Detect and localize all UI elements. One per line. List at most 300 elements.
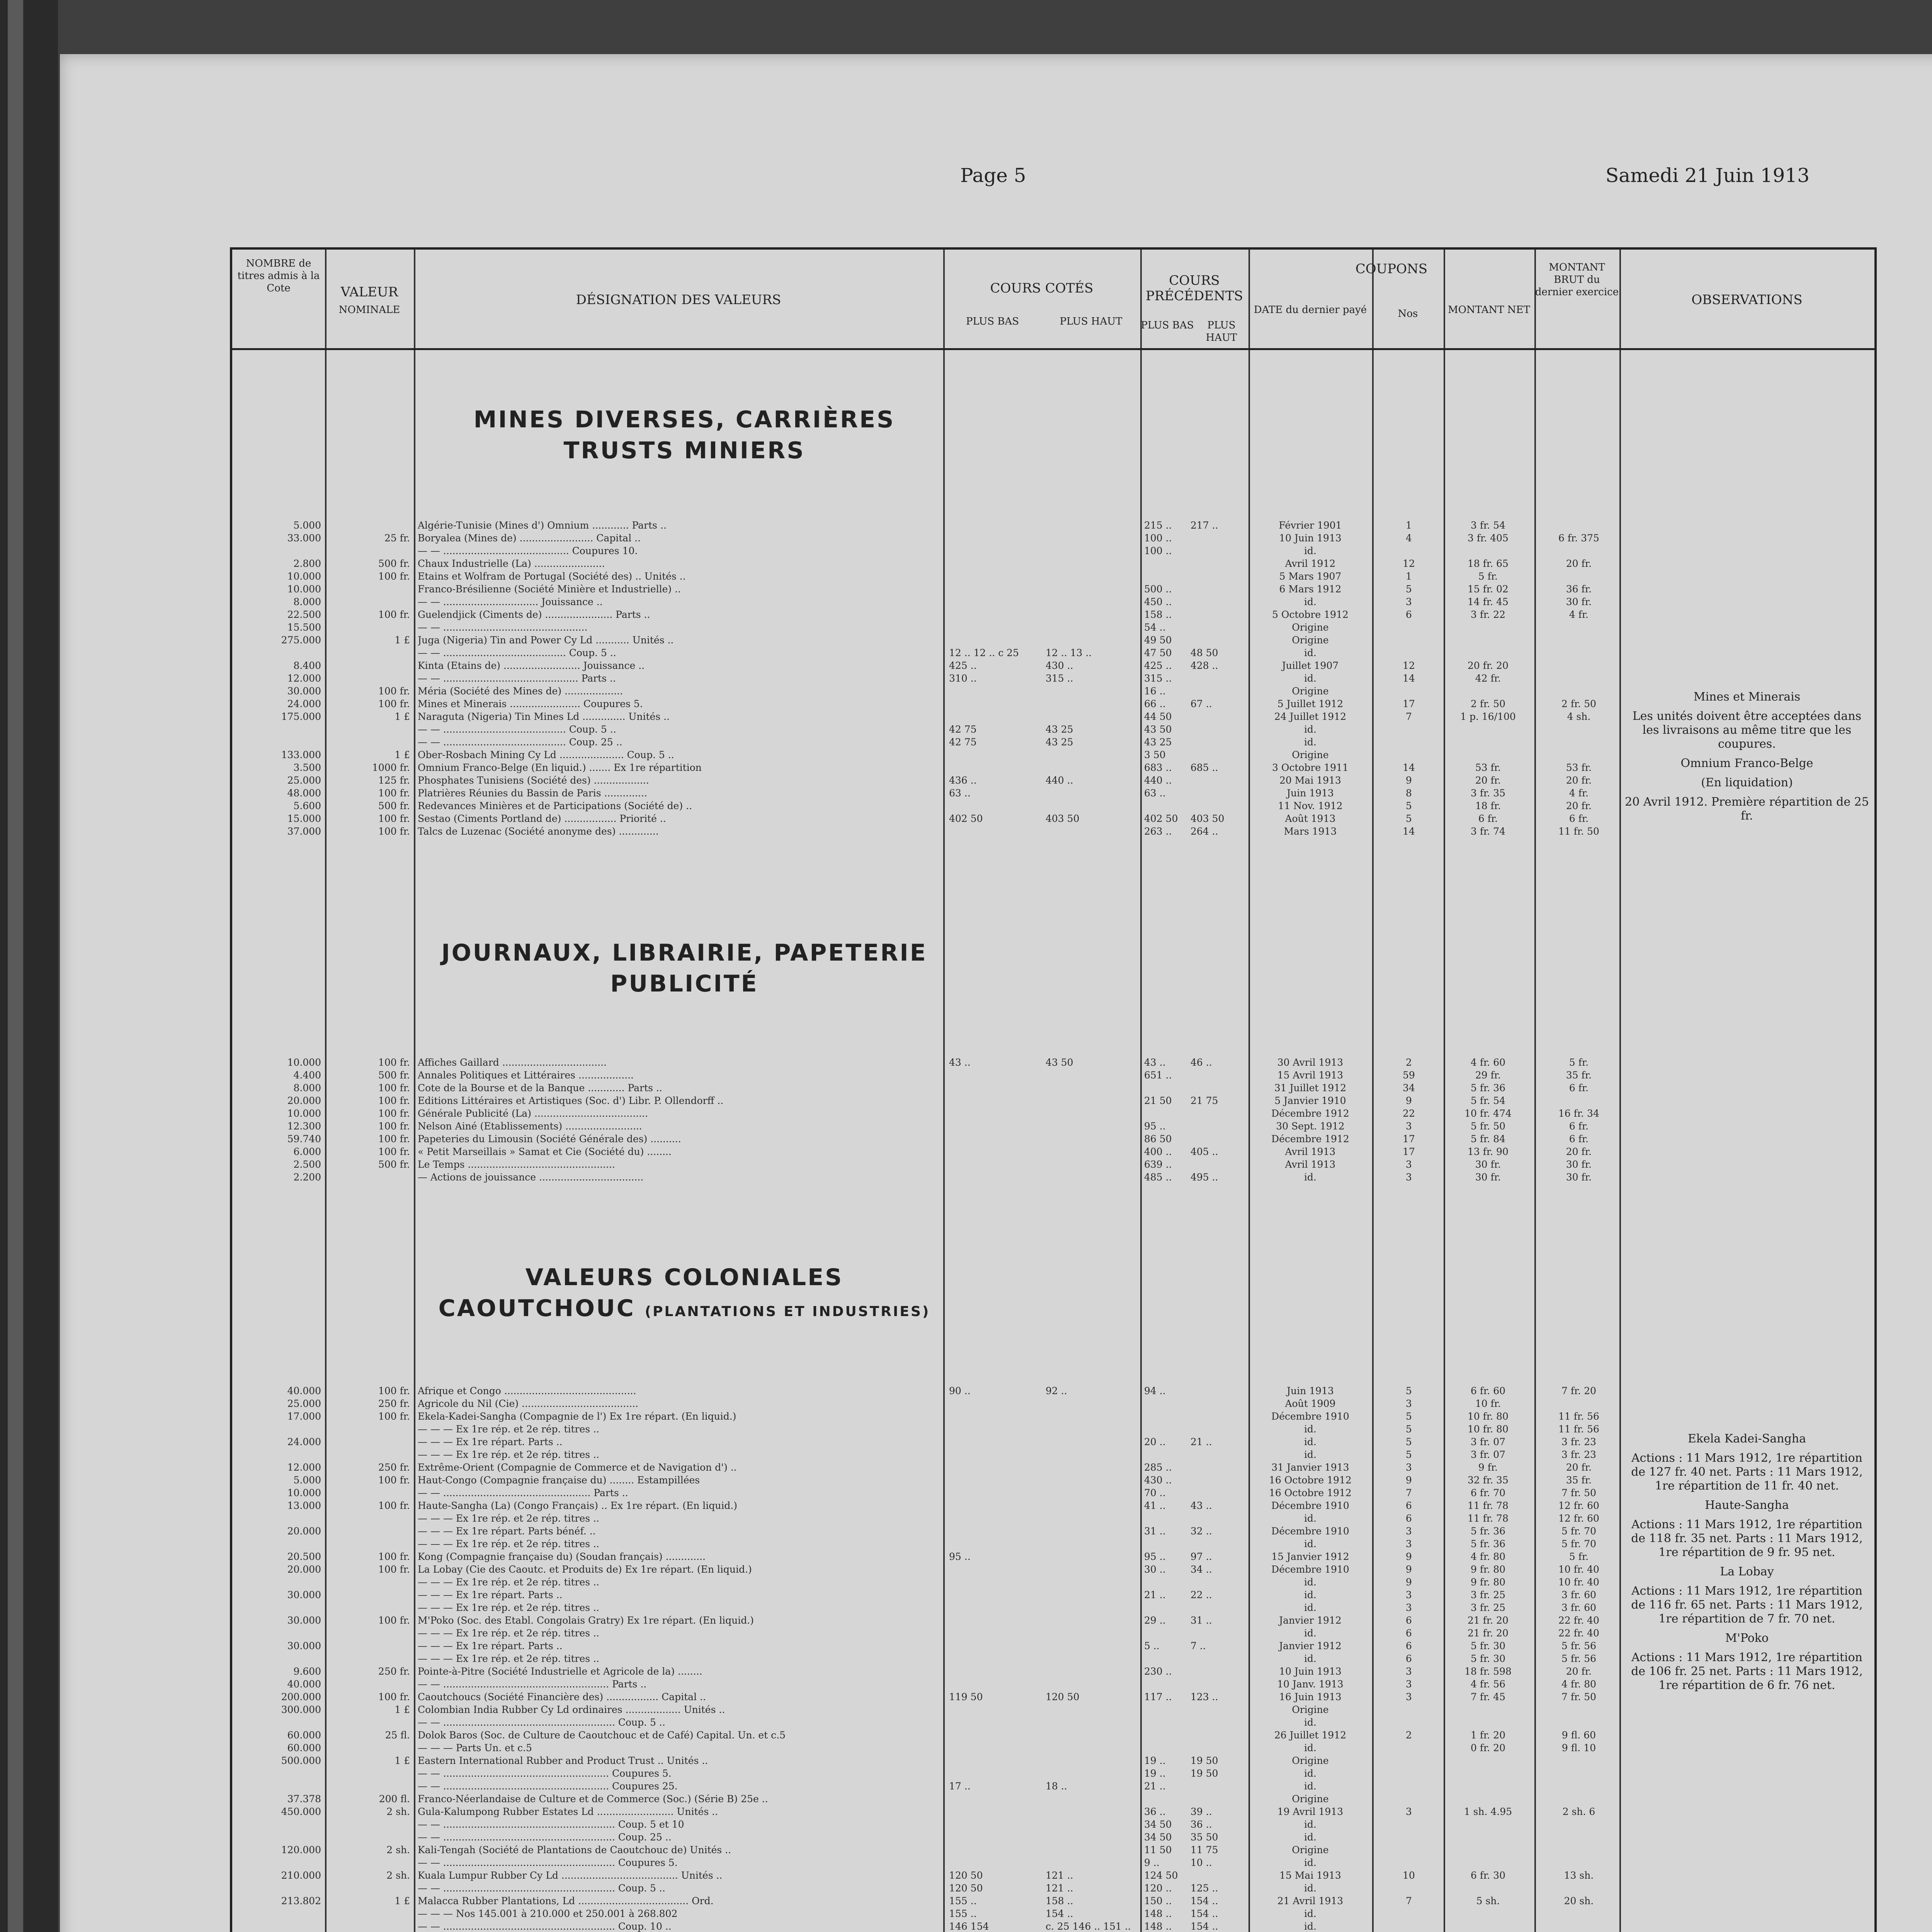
table-row bbox=[232, 558, 1874, 569]
cell-prec-bas: 230 .. bbox=[1144, 1666, 1172, 1677]
cell-valeur: 100 fr. bbox=[378, 1411, 410, 1422]
cell-plus-bas: 63 .. bbox=[949, 787, 971, 799]
cell-date: 15 Avril 1913 bbox=[1277, 1070, 1344, 1081]
cell-prec-haut: 11 75 bbox=[1190, 1844, 1218, 1855]
cell-designation: Sestao (Ciments Portland de) ................. Priorité .. bbox=[418, 813, 666, 824]
cell-valeur: 100 fr. bbox=[378, 1121, 410, 1132]
cell-nombre: 25.000 bbox=[287, 775, 321, 786]
cell-designation: Cote de la Bourse et de la Banque ............ Parts .. bbox=[418, 1083, 662, 1094]
page-number: Page 5 bbox=[960, 164, 1026, 187]
cell-montant-net: 3 fr. 54 bbox=[1470, 520, 1505, 531]
cell-valeur: 100 fr. bbox=[378, 1564, 410, 1575]
cell-designation: Boryalea (Mines de) ........................ Capital .. bbox=[418, 533, 641, 544]
cell-designation: Eastern International Rubber and Product Trust .. Unités .. bbox=[418, 1755, 708, 1766]
cell-montant-net: 5 fr. 54 bbox=[1470, 1095, 1505, 1106]
cell-designation: — — ........................................ Coup. 5 .. bbox=[418, 648, 616, 658]
observation-note: Actions : 11 Mars 1912, 1re répartition de 127 fr. 40 net. Parts : 11 Mars 1912, 1re répartition de 11 fr. 40 net. bbox=[1631, 1451, 1863, 1493]
cell-date: id. bbox=[1304, 1589, 1316, 1600]
cell-date: Origine bbox=[1292, 1755, 1329, 1766]
cell-designation: Nelson Ainé (Etablissements) ......................... bbox=[418, 1121, 642, 1132]
col-head-cours-prec: COURS PRÉCÉDENTS bbox=[1146, 273, 1243, 304]
cell-valeur: 100 fr. bbox=[378, 1082, 410, 1094]
cell-prec-haut: 35 50 bbox=[1190, 1832, 1218, 1843]
cell-date: Décembre 1912 bbox=[1271, 1133, 1349, 1145]
cell-nombre: 48.000 bbox=[287, 787, 321, 799]
cell-nombre: 20.500 bbox=[287, 1551, 321, 1562]
cell-montant-brut: 3 fr. 23 bbox=[1561, 1436, 1596, 1447]
cell-designation: Papeteries du Limousin (Société Générale des) .......... bbox=[418, 1134, 681, 1145]
cell-montant-net: 20 fr. 20 bbox=[1468, 660, 1509, 671]
cell-plus-haut: 121 .. bbox=[1046, 1870, 1073, 1881]
cell-montant-brut: 20 fr. bbox=[1566, 1146, 1592, 1157]
cell-prec-bas: 285 .. bbox=[1144, 1462, 1172, 1473]
cell-date: id. bbox=[1304, 647, 1316, 658]
cell-coupon-no: 14 bbox=[1403, 762, 1415, 773]
cell-montant-net: 6 fr. 60 bbox=[1470, 1385, 1505, 1396]
cell-designation: — — ........................................................ Coup. 25 .. bbox=[418, 1832, 672, 1843]
cell-date: 15 Mai 1913 bbox=[1279, 1870, 1341, 1881]
cell-designation: Pointe-à-Pitre (Société Industrielle et Agricole de la) ........ bbox=[418, 1666, 702, 1677]
cell-montant-net: 3 fr. 35 bbox=[1470, 787, 1505, 799]
cell-nombre: 133.000 bbox=[281, 749, 321, 760]
cell-coupon-no: 17 bbox=[1403, 1146, 1415, 1157]
cell-plus-haut: 430 .. bbox=[1046, 660, 1073, 671]
cell-plus-haut: 403 50 bbox=[1046, 813, 1080, 824]
cell-date: Juin 1913 bbox=[1287, 787, 1334, 799]
cell-date: id. bbox=[1304, 1449, 1316, 1460]
cell-montant-brut: 20 fr. bbox=[1566, 800, 1592, 811]
cell-valeur: 250 fr. bbox=[378, 1666, 410, 1677]
cell-designation: Gula-Kalumpong Rubber Estates Ld ......................... Unités .. bbox=[418, 1806, 718, 1817]
cell-coupon-no: 3 bbox=[1406, 1602, 1412, 1613]
table-row bbox=[232, 520, 1874, 531]
cell-date: 5 Mars 1907 bbox=[1279, 571, 1342, 582]
cell-designation: Algérie-Tunisie (Mines d') Omnium ............ Parts .. bbox=[418, 520, 667, 531]
cell-date: Origine bbox=[1292, 1704, 1329, 1715]
cell-valeur: 100 fr. bbox=[378, 609, 410, 620]
cell-designation: Franco-Néerlandaise de Culture et de Commerce (Soc.) (Série B) 25e .. bbox=[418, 1794, 768, 1804]
table-row bbox=[232, 660, 1874, 671]
cell-prec-bas: 21 .. bbox=[1144, 1781, 1166, 1792]
col-head-designation: DÉSIGNATION DES VALEURS bbox=[576, 292, 781, 308]
cell-prec-bas: 100 .. bbox=[1144, 545, 1172, 556]
cell-date: Origine bbox=[1292, 1844, 1329, 1855]
table-row bbox=[232, 1398, 1874, 1409]
cell-prec-haut: 67 .. bbox=[1190, 698, 1212, 709]
table-row bbox=[232, 1134, 1874, 1145]
cell-montant-net: 9 fr. bbox=[1478, 1462, 1498, 1473]
cell-coupon-no: 3 bbox=[1406, 1589, 1412, 1600]
cell-montant-net: 13 fr. 90 bbox=[1468, 1146, 1509, 1157]
cell-prec-haut: 34 .. bbox=[1190, 1564, 1212, 1575]
cell-prec-bas: 450 .. bbox=[1144, 596, 1172, 607]
cell-nombre: 37.000 bbox=[287, 826, 321, 837]
cell-prec-bas: 31 .. bbox=[1144, 1526, 1166, 1537]
table-row bbox=[232, 1921, 1874, 1932]
col-head-prec-haut: PLUS HAUT bbox=[1206, 320, 1237, 344]
cell-montant-brut: 11 fr. 56 bbox=[1558, 1411, 1599, 1422]
cell-designation: — — — Parts Un. et c.5 bbox=[418, 1743, 532, 1753]
cell-date: 24 Juillet 1912 bbox=[1274, 711, 1347, 722]
cell-valeur: 1 £ bbox=[395, 1755, 410, 1766]
cell-nombre: 60.000 bbox=[287, 1730, 321, 1741]
cell-date: id. bbox=[1304, 1883, 1316, 1894]
cell-designation: — Actions de jouissance .................................. bbox=[418, 1172, 644, 1183]
cell-date: id. bbox=[1304, 1742, 1316, 1753]
cell-designation: — — ........................................................ Coup. 5 .. bbox=[418, 1717, 665, 1728]
cell-prec-bas: 485 .. bbox=[1144, 1172, 1172, 1183]
cell-montant-net: 5 sh. bbox=[1476, 1895, 1500, 1906]
cell-designation: Etains et Wolfram de Portugal (Société des) .. Unités .. bbox=[418, 571, 686, 582]
col-head-montant-brut: MONTANT BRUT du dernier exercice bbox=[1535, 262, 1619, 298]
cell-designation: Affiches Gaillard .................................. bbox=[418, 1057, 607, 1068]
col-head-date: DATE du dernier payé bbox=[1253, 304, 1367, 316]
cell-montant-brut: 22 fr. 40 bbox=[1558, 1615, 1599, 1626]
cell-coupon-no: 6 bbox=[1406, 1653, 1412, 1664]
cell-montant-brut: 4 fr. bbox=[1569, 787, 1589, 799]
cell-montant-brut: 3 fr. 23 bbox=[1561, 1449, 1596, 1460]
cell-plus-bas: 119 50 bbox=[949, 1691, 983, 1702]
cell-prec-haut: 21 75 bbox=[1190, 1095, 1218, 1106]
cell-coupon-no: 12 bbox=[1403, 660, 1415, 671]
cell-montant-net: 4 fr. 56 bbox=[1470, 1679, 1505, 1690]
cell-montant-brut: 10 fr. 40 bbox=[1558, 1564, 1599, 1575]
cell-valeur: 500 fr. bbox=[378, 800, 410, 811]
cell-prec-bas: 44 50 bbox=[1144, 711, 1172, 722]
table-row bbox=[232, 546, 1874, 556]
cell-designation: — — ........................................ Coup. 25 .. bbox=[418, 737, 622, 748]
cell-coupon-no: 1 bbox=[1406, 520, 1412, 531]
cell-designation: Haute-Sangha (La) (Congo Français) .. Ex 1re répart. (En liquid.) bbox=[418, 1500, 738, 1511]
cell-prec-bas: 70 .. bbox=[1144, 1487, 1166, 1498]
cell-valeur: 1 £ bbox=[395, 1704, 410, 1715]
cell-nombre: 12.000 bbox=[287, 673, 321, 684]
cell-montant-net: 4 fr. 60 bbox=[1470, 1057, 1505, 1068]
table-row bbox=[232, 1070, 1874, 1081]
cell-coupon-no: 3 bbox=[1406, 1526, 1412, 1537]
cell-prec-haut: 43 .. bbox=[1190, 1500, 1212, 1511]
table-row bbox=[232, 1908, 1874, 1919]
cell-prec-bas: 86 50 bbox=[1144, 1133, 1172, 1145]
cell-date: Origine bbox=[1292, 685, 1329, 697]
cell-montant-net: 42 fr. bbox=[1475, 673, 1501, 684]
col-head-prec-bas: PLUS BAS bbox=[1141, 320, 1194, 331]
cell-nombre: 450.000 bbox=[281, 1806, 321, 1817]
cell-prec-bas: 43 .. bbox=[1144, 1057, 1166, 1068]
cell-nombre: 13.000 bbox=[287, 1500, 321, 1511]
cell-date: id. bbox=[1304, 1781, 1316, 1792]
cell-prec-bas: 66 .. bbox=[1144, 698, 1166, 709]
cell-prec-bas: 120 .. bbox=[1144, 1883, 1172, 1894]
cell-designation: Franco-Brésilienne (Société Minière et Industrielle) .. bbox=[418, 584, 681, 595]
cell-plus-bas: 310 .. bbox=[949, 673, 977, 684]
cell-designation: Redevances Minières et de Participations (Société de) .. bbox=[418, 801, 692, 811]
cell-montant-net: 5 fr. 30 bbox=[1470, 1640, 1505, 1651]
cell-date: Février 1901 bbox=[1279, 520, 1342, 531]
observation-note: Omnium Franco-Belge bbox=[1680, 757, 1813, 770]
cell-prec-bas: 43 50 bbox=[1144, 724, 1172, 735]
col-head-coupons: COUPONS bbox=[1355, 261, 1428, 277]
cell-designation: Kali-Tengah (Société de Plantations de Caoutchouc de) Unités .. bbox=[418, 1845, 731, 1855]
cell-montant-brut: 9 fl. 10 bbox=[1561, 1742, 1596, 1753]
table-row bbox=[232, 1411, 1874, 1422]
cell-date: id. bbox=[1304, 724, 1316, 735]
cell-valeur: 100 fr. bbox=[378, 1500, 410, 1511]
cell-montant-brut: 11 fr. 50 bbox=[1558, 826, 1599, 837]
table-row bbox=[232, 1172, 1874, 1183]
cell-prec-haut: 123 .. bbox=[1190, 1691, 1218, 1702]
section-title: JOURNAUX, LIBRAIRIE, PAPETERIE bbox=[441, 939, 927, 966]
cell-plus-haut: 158 .. bbox=[1046, 1895, 1073, 1906]
observation-note: Actions : 11 Mars 1912, 1re répartition de 106 fr. 25 net. Parts : 11 Mars 1912, 1re répartition de 6 fr. 76 net. bbox=[1631, 1651, 1863, 1692]
cell-montant-net: 7 fr. 45 bbox=[1470, 1691, 1505, 1702]
cell-valeur: 100 fr. bbox=[378, 1615, 410, 1626]
col-head-valeur: VALEUR bbox=[340, 284, 398, 300]
quotation-table bbox=[230, 247, 1877, 1932]
cell-designation: — — ........................................................ Coup. 5 et 10 bbox=[418, 1819, 684, 1830]
cell-designation: « Petit Marseillais » Samat et Cie (Société du) ........ bbox=[418, 1146, 672, 1157]
cell-designation: Mines et Minerais ....................... Coupures 5. bbox=[418, 699, 643, 709]
cell-prec-haut: 22 .. bbox=[1190, 1589, 1212, 1600]
table-row bbox=[232, 1083, 1874, 1094]
cell-coupon-no: 5 bbox=[1406, 1449, 1412, 1460]
cell-prec-bas: 148 .. bbox=[1144, 1921, 1172, 1932]
cell-montant-net: 11 fr. 78 bbox=[1468, 1500, 1509, 1511]
cell-prec-bas: 34 50 bbox=[1144, 1832, 1172, 1843]
cell-designation: Platrières Réunies du Bassin de Paris .............. bbox=[418, 788, 647, 799]
cell-coupon-no: 5 bbox=[1406, 1436, 1412, 1447]
cell-designation: — — — Ex 1re répart. Parts .. bbox=[418, 1437, 563, 1447]
cell-plus-bas: 402 50 bbox=[949, 813, 983, 824]
table-row bbox=[232, 1870, 1874, 1881]
cell-montant-net: 21 fr. 20 bbox=[1468, 1628, 1509, 1639]
cell-coupon-no: 3 bbox=[1406, 1398, 1412, 1409]
cell-nombre: 275.000 bbox=[281, 634, 321, 646]
cell-designation: — — — Ex 1re rép. et 2e rép. titres .. bbox=[418, 1628, 599, 1639]
cell-nombre: 10.000 bbox=[287, 583, 321, 595]
cell-coupon-no: 3 bbox=[1406, 1121, 1412, 1132]
cell-prec-bas: 117 .. bbox=[1144, 1691, 1172, 1702]
col-head-nombre: NOMBRE de titres admis à la Cote bbox=[237, 258, 320, 294]
cell-valeur: 1 £ bbox=[395, 711, 410, 722]
cell-montant-brut: 30 fr. bbox=[1566, 596, 1592, 607]
cell-prec-bas: 3 50 bbox=[1144, 749, 1166, 760]
cell-montant-net: 9 fr. 80 bbox=[1470, 1564, 1505, 1575]
table-row bbox=[232, 622, 1874, 633]
cell-nombre: 30.000 bbox=[287, 1615, 321, 1626]
cell-montant-net: 5 fr. 50 bbox=[1470, 1121, 1505, 1132]
cell-date: 16 Octobre 1912 bbox=[1269, 1475, 1352, 1486]
cell-date: Juillet 1907 bbox=[1282, 660, 1339, 671]
cell-date: id. bbox=[1304, 1538, 1316, 1549]
newspaper-page bbox=[60, 54, 1932, 1932]
cell-coupon-no: 5 bbox=[1406, 1423, 1412, 1435]
cell-montant-brut: 20 fr. bbox=[1566, 775, 1592, 786]
cell-prec-bas: 158 .. bbox=[1144, 609, 1172, 620]
cell-date: 5 Janvier 1910 bbox=[1274, 1095, 1346, 1106]
cell-prec-bas: 36 .. bbox=[1144, 1806, 1166, 1817]
cell-date: Avril 1913 bbox=[1285, 1159, 1336, 1170]
cell-montant-net: 0 fr. 20 bbox=[1470, 1742, 1505, 1753]
cell-valeur: 100 fr. bbox=[378, 1475, 410, 1486]
cell-prec-bas: 651 .. bbox=[1144, 1070, 1172, 1081]
cell-prec-bas: 49 50 bbox=[1144, 634, 1172, 646]
cell-designation: — — ........................................................ Coupures 5. bbox=[418, 1857, 678, 1868]
cell-prec-haut: 403 50 bbox=[1190, 813, 1225, 824]
cell-coupon-no: 14 bbox=[1403, 826, 1415, 837]
cell-date: id. bbox=[1304, 1717, 1316, 1728]
cell-montant-net: 9 fr. 80 bbox=[1470, 1577, 1505, 1588]
cell-prec-bas: 29 .. bbox=[1144, 1615, 1166, 1626]
cell-montant-brut: 6 fr. 375 bbox=[1558, 532, 1599, 544]
cell-coupon-no: 9 bbox=[1406, 1475, 1412, 1486]
table-row bbox=[232, 1781, 1874, 1792]
cell-plus-haut: 92 .. bbox=[1046, 1385, 1067, 1396]
cell-coupon-no: 3 bbox=[1406, 1666, 1412, 1677]
cell-montant-net: 10 fr. 80 bbox=[1468, 1423, 1509, 1435]
cell-prec-bas: 402 50 bbox=[1144, 813, 1178, 824]
table-row bbox=[232, 1730, 1874, 1741]
cell-montant-net: 3 fr. 25 bbox=[1470, 1589, 1505, 1600]
cell-plus-haut: 43 25 bbox=[1046, 736, 1073, 748]
cell-plus-haut: 121 .. bbox=[1046, 1883, 1073, 1894]
cell-prec-bas: 30 .. bbox=[1144, 1564, 1166, 1575]
cell-coupon-no: 7 bbox=[1406, 711, 1412, 722]
cell-designation: Omnium Franco-Belge (En liquid.) ....... Ex 1re répartition bbox=[418, 762, 702, 773]
cell-prec-haut: 31 .. bbox=[1190, 1615, 1212, 1626]
cell-prec-haut: 32 .. bbox=[1190, 1526, 1212, 1537]
cell-coupon-no: 9 bbox=[1406, 1551, 1412, 1562]
table-row bbox=[232, 673, 1874, 684]
cell-date: 10 Janv. 1913 bbox=[1277, 1679, 1344, 1690]
cell-montant-net: 3 fr. 22 bbox=[1470, 609, 1505, 620]
cell-prec-bas: 94 .. bbox=[1144, 1385, 1166, 1396]
cell-montant-net: 20 fr. bbox=[1475, 775, 1501, 786]
cell-designation: — — — Ex 1re rép. et 2e rép. titres .. bbox=[418, 1602, 599, 1613]
cell-plus-bas: 155 .. bbox=[949, 1895, 977, 1906]
cell-montant-brut: 4 sh. bbox=[1567, 711, 1591, 722]
table-row bbox=[232, 1755, 1874, 1766]
cell-date: 21 Avril 1913 bbox=[1277, 1895, 1344, 1906]
cell-montant-net: 15 fr. 02 bbox=[1468, 583, 1509, 595]
cell-designation: — — ...................................................... Parts .. bbox=[418, 1679, 647, 1690]
cell-valeur: 200 fl. bbox=[379, 1793, 410, 1804]
table-row bbox=[232, 609, 1874, 620]
cell-prec-haut: 405 .. bbox=[1190, 1146, 1218, 1157]
cell-designation: — — — Ex 1re rép. et 2e rép. titres .. bbox=[418, 1539, 599, 1549]
cell-date: 3 Octobre 1911 bbox=[1272, 762, 1349, 773]
cell-valeur: 100 fr. bbox=[378, 685, 410, 697]
cell-designation: Ober-Rosbach Mining Cy Ld ..................... Coup. 5 .. bbox=[418, 750, 674, 760]
cell-date: id. bbox=[1304, 1921, 1316, 1932]
observation-note: M'Poko bbox=[1725, 1631, 1769, 1645]
cell-montant-net: 3 fr. 07 bbox=[1470, 1436, 1505, 1447]
table-row bbox=[232, 1717, 1874, 1728]
cell-coupon-no: 1 bbox=[1406, 571, 1412, 582]
cell-valeur: 1000 fr. bbox=[372, 762, 410, 773]
cell-prec-bas: 34 50 bbox=[1144, 1819, 1172, 1830]
cell-montant-net: 18 fr. 65 bbox=[1468, 558, 1509, 569]
cell-prec-haut: 10 .. bbox=[1190, 1857, 1212, 1868]
cell-plus-bas: 90 .. bbox=[949, 1385, 971, 1396]
cell-nombre: 300.000 bbox=[281, 1704, 321, 1715]
cell-prec-bas: 20 .. bbox=[1144, 1436, 1166, 1447]
table-row bbox=[232, 1832, 1874, 1843]
table-row bbox=[232, 597, 1874, 607]
cell-plus-bas: 120 50 bbox=[949, 1883, 983, 1894]
cell-designation: Chaux Industrielle (La) ....................... bbox=[418, 558, 605, 569]
cell-plus-bas: 425 .. bbox=[949, 660, 977, 671]
cell-coupon-no: 3 bbox=[1406, 596, 1412, 607]
cell-montant-net: 5 fr. 36 bbox=[1470, 1538, 1505, 1549]
cell-prec-haut: 154 .. bbox=[1190, 1908, 1218, 1919]
cell-plus-bas: 43 .. bbox=[949, 1057, 971, 1068]
cell-nombre: 5.000 bbox=[293, 1475, 321, 1486]
cell-designation: Méria (Société des Mines de) ................... bbox=[418, 686, 623, 697]
cell-plus-haut: 12 .. 13 .. bbox=[1046, 647, 1092, 658]
cell-nombre: 30.000 bbox=[287, 1589, 321, 1600]
cell-nombre: 2.800 bbox=[293, 558, 321, 569]
cell-date: 31 Juillet 1912 bbox=[1274, 1082, 1347, 1094]
table-row bbox=[232, 1896, 1874, 1906]
cell-coupon-no: 34 bbox=[1403, 1082, 1415, 1094]
cell-designation: — — ............................................... bbox=[418, 622, 588, 633]
cell-valeur: 250 fr. bbox=[378, 1398, 410, 1409]
cell-prec-haut: 125 .. bbox=[1190, 1883, 1218, 1894]
table-row bbox=[232, 1845, 1874, 1855]
cell-prec-bas: 500 .. bbox=[1144, 583, 1172, 595]
cell-designation: Le Temps ................................................ bbox=[418, 1159, 615, 1170]
cell-plus-haut: 440 .. bbox=[1046, 775, 1073, 786]
cell-valeur: 25 fr. bbox=[384, 532, 410, 544]
table-row bbox=[232, 1108, 1874, 1119]
cell-date: 5 Octobre 1912 bbox=[1272, 609, 1349, 620]
cell-coupon-no: 8 bbox=[1406, 787, 1412, 799]
cell-prec-bas: 95 .. bbox=[1144, 1121, 1166, 1132]
cell-coupon-no: 9 bbox=[1406, 1577, 1412, 1588]
cell-nombre: 4.400 bbox=[293, 1070, 321, 1081]
cell-nombre: 120.000 bbox=[281, 1844, 321, 1855]
cell-coupon-no: 6 bbox=[1406, 1640, 1412, 1651]
cell-date: id. bbox=[1304, 1819, 1316, 1830]
cell-montant-brut: 5 fr. 70 bbox=[1561, 1538, 1596, 1549]
cell-date: id. bbox=[1304, 1653, 1316, 1664]
cell-coupon-no: 12 bbox=[1403, 558, 1415, 569]
cell-prec-bas: 21 .. bbox=[1144, 1589, 1166, 1600]
cell-nombre: 12.300 bbox=[287, 1121, 321, 1132]
section-title: MINES DIVERSES, CARRIÈRES bbox=[473, 406, 895, 433]
cell-designation: Guelendjick (Ciments de) ...................... Parts .. bbox=[418, 609, 650, 620]
cell-coupon-no: 17 bbox=[1403, 1133, 1415, 1145]
cell-coupon-no: 3 bbox=[1406, 1159, 1412, 1170]
cell-date: Décembre 1910 bbox=[1271, 1411, 1349, 1422]
cell-prec-bas: 263 .. bbox=[1144, 826, 1172, 837]
cell-montant-brut: 53 fr. bbox=[1566, 762, 1592, 773]
cell-prec-bas: 400 .. bbox=[1144, 1146, 1172, 1157]
cell-plus-haut: 18 .. bbox=[1046, 1781, 1067, 1792]
cell-designation: — — — Nos 145.001 à 210.000 et 250.001 à 268.802 bbox=[418, 1908, 678, 1919]
cell-nombre: 200.000 bbox=[281, 1691, 321, 1702]
cell-designation: Malacca Rubber Plantations, Ld .................................... Ord. bbox=[418, 1896, 714, 1906]
cell-designation: Colombian India Rubber Cy Ld ordinaires .................. Unités .. bbox=[418, 1704, 725, 1715]
observation-note: Les unités doivent être acceptées dans les livraisons au même titre que les coupures. bbox=[1632, 709, 1862, 751]
section-subtitle bbox=[395, 1293, 974, 1327]
cell-prec-bas: 148 .. bbox=[1144, 1908, 1172, 1919]
cell-prec-haut: 97 .. bbox=[1190, 1551, 1212, 1562]
cell-montant-brut: 6 fr. bbox=[1569, 1133, 1589, 1145]
cell-plus-haut: 315 .. bbox=[1046, 673, 1073, 684]
cell-montant-net: 29 fr. bbox=[1475, 1070, 1501, 1081]
